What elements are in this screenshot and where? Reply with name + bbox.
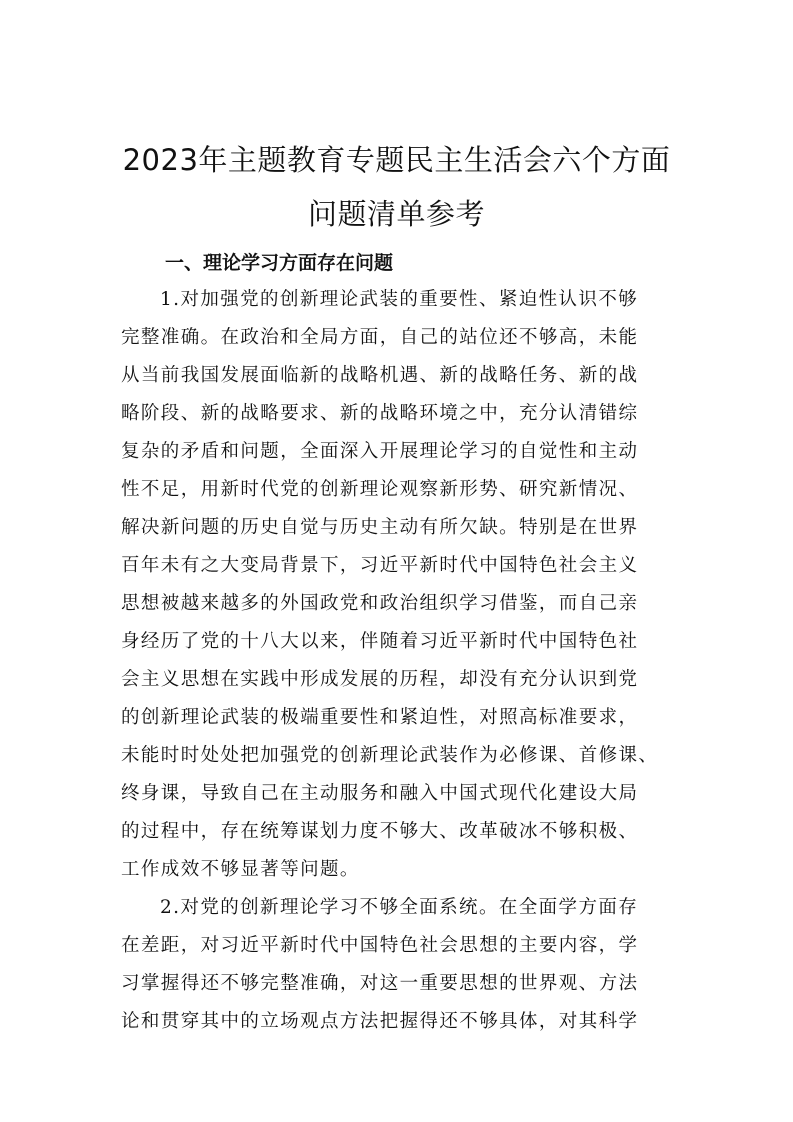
section-heading: 一、理论学习方面存在问题 [165,252,394,274]
paragraph-line: 的过程中，存在统筹谋划力度不够大、改革破冰不够积极、 [121,821,639,842]
paragraph-line: 终身课，导致自己在主动服务和融入中国式现代化建设大局 [121,783,639,804]
paragraph-line: 略阶段、新的战略要求、新的战略环境之中，充分认清错综 [121,403,639,424]
paragraph-line: 的创新理论武装的极端重要性和紧迫性，对照高标准要求， [121,707,639,728]
paragraph-line: 在差距，对习近平新时代中国特色社会思想的主要内容，学 [121,935,639,956]
document-title-line-2: 问题清单参考 [307,197,485,231]
paragraph-line: 工作成效不够显著等问题。 [121,859,360,880]
paragraph-line: 思想被越来越多的外国政党和政治组织学习借鉴，而自己亲 [121,593,639,614]
document-title-line-1: 2023年主题教育专题民主生活会六个方面 [122,143,671,177]
paragraph-line: 解决新问题的历史自觉与历史主动有所欠缺。特别是在世界 [121,517,639,538]
paragraph-line: 从当前我国发展面临新的战略机遇、新的战略任务、新的战 [121,365,639,386]
paragraph-line: 1.对加强党的创新理论武装的重要性、紧迫性认识不够 [160,289,639,310]
paragraph-line: 论和贯穿其中的立场观点方法把握得还不够具体，对其科学 [121,1011,639,1032]
paragraph-line: 2.对党的创新理论学习不够全面系统。在全面学方面存 [160,897,639,918]
paragraph-line: 身经历了党的十八大以来，伴随着习近平新时代中国特色社 [121,631,639,652]
paragraph-line: 性不足，用新时代党的创新理论观察新形势、研究新情况、 [121,479,639,500]
paragraph-line: 未能时时处处把加强党的创新理论武装作为必修课、首修课、 [121,745,659,766]
paragraph-line: 完整准确。在政治和全局方面，自己的站位还不够高，未能 [121,327,639,348]
paragraph-line: 习掌握得还不够完整准确，对这一重要思想的世界观、方法 [121,973,639,994]
paragraph-line: 复杂的矛盾和问题，全面深入开展理论学习的自觉性和主动 [121,441,639,462]
paragraph-line: 会主义思想在实践中形成发展的历程，却没有充分认识到党 [121,669,639,690]
paragraph-line: 百年未有之大变局背景下，习近平新时代中国特色社会主义 [121,555,639,576]
